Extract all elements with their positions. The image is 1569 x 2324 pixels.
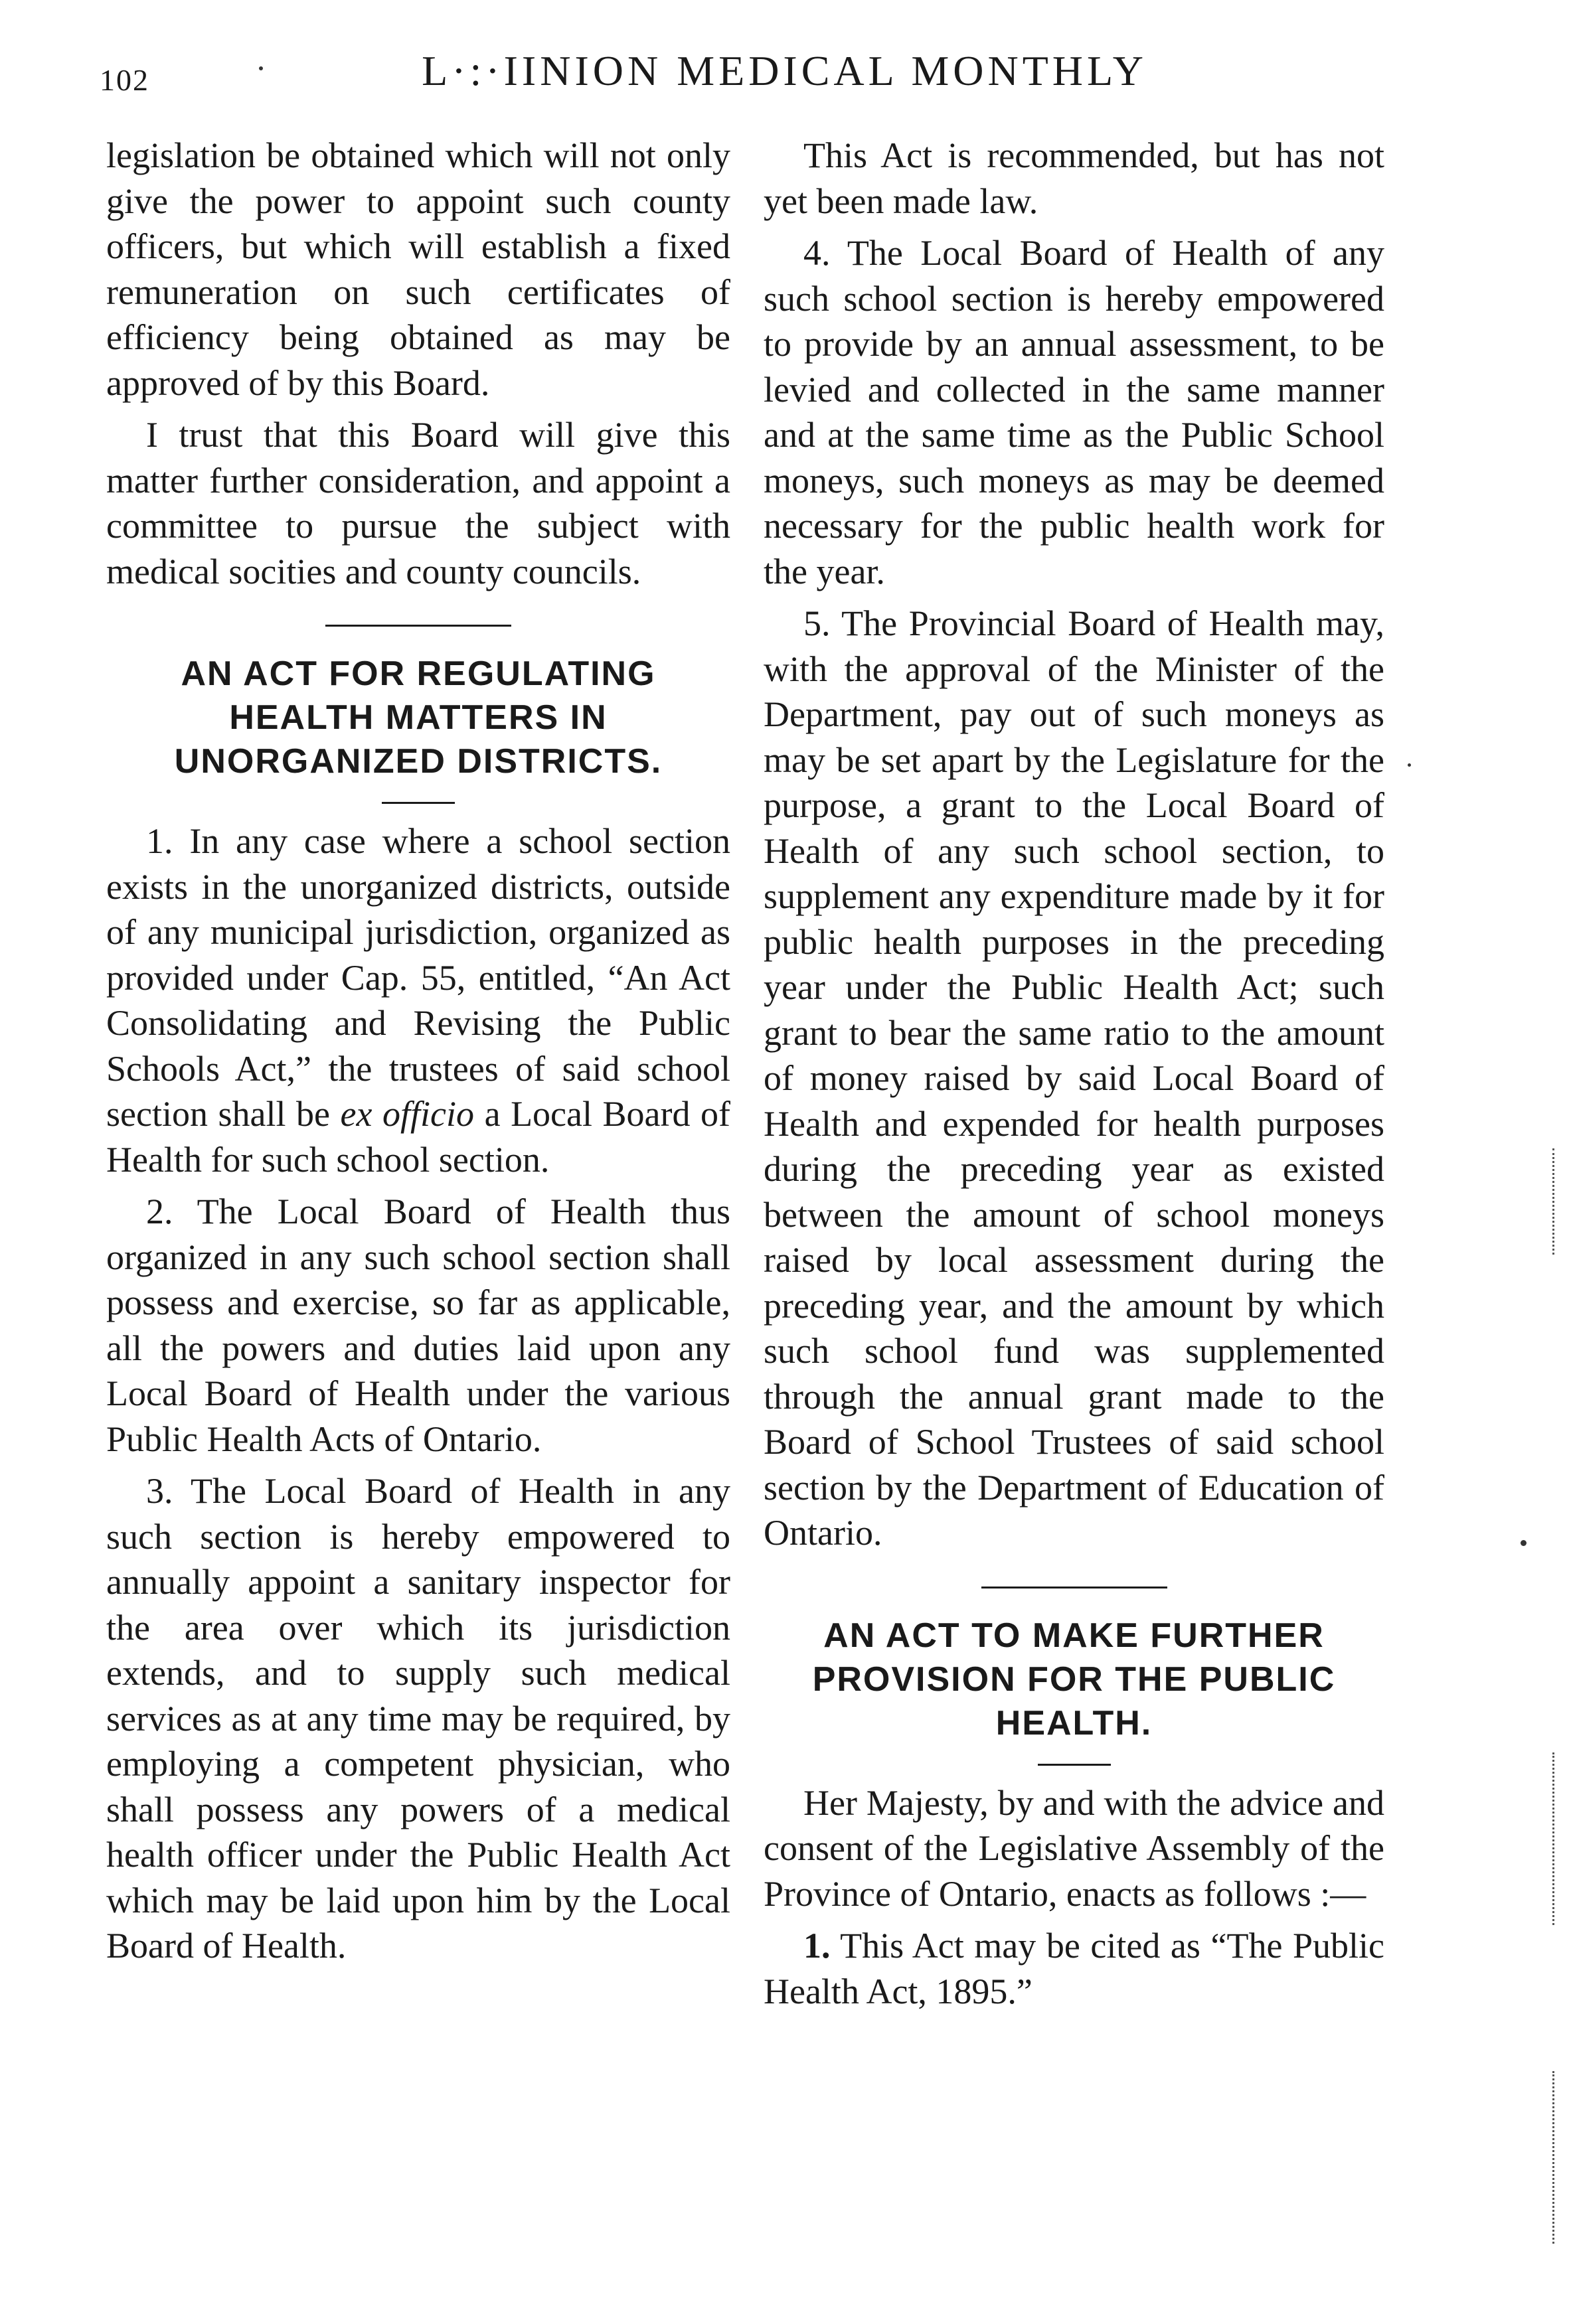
scan-speck [1408, 763, 1411, 767]
section-1-text-pre: 1. In any case where a school section exists in the unorganized districts, outside of any municipal jurisdiction, organized as provided under Cap. 55, entitled, “An Act Consolidating and Revising the Public Schools Act,” the trustees of said school section shall be [106, 821, 730, 1134]
section-1-text-post: a Local Board of Health for such school section. [106, 1094, 731, 1180]
section-number: 1. [803, 1926, 831, 1966]
section-1-italic-term: ex officio [340, 1094, 475, 1134]
scan-speck [259, 66, 263, 70]
section-3-paragraph: 3. The Local Board of Health in any such section is hereby empowered to annually appoint a sanitary inspector for the area over which its jurisdiction extends, and to supply such medical services as at any time may be required, by employing a competent physician, who shall possess any powers of a medical health officer under the Public Health Act which may be laid upon him by the Local Board of Health. [106, 1471, 730, 1966]
scan-speck [1521, 1540, 1527, 1546]
left-paragraph-continuation: legislation be obtained which will not only give the power to appoint such county officers, but which will establish a fixed remuneration on such certificates of efficiency being obtained as may be approved of by this Board. [106, 135, 730, 403]
section-4-paragraph: 4. The Local Board of Health of any such school section is hereby empowered to provide by an annual assessment, to be levied and collected in the same manner and at the same time as the Public School moneys, such moneys as may be deemed necessary for the public health work for the year. [764, 233, 1384, 591]
section-2-paragraph: 2. The Local Board of Health thus organized in any such school section shall possess and exercise, so far as applicable, all the powers and duties laid upon any Local Board of Health under the various Public Health Acts of Ontario. [106, 1192, 730, 1459]
running-title: L·:·IINION MEDICAL MONTHLY [422, 47, 1147, 94]
heading-public-health: AN ACT TO MAKE FURTHER PROVISION FOR THE PUBLIC HEALTH. [812, 1616, 1336, 1743]
scan-edge-mark [1552, 1148, 1561, 1255]
heading-divider [1038, 1764, 1111, 1766]
section-1-paragraph [106, 818, 730, 1182]
left-column [106, 133, 730, 1975]
right-paragraph-recommended: This Act is recommended, but has not yet been made law. [764, 135, 1384, 221]
section-divider [325, 625, 511, 627]
section-divider [981, 1587, 1167, 1588]
heading-unorganized-districts: AN ACT FOR REGULATING HEALTH MATTERS IN UNORGANIZED DISTRICTS. [174, 655, 663, 781]
right-column [764, 133, 1384, 2021]
public-health-section-1 [764, 1923, 1384, 2014]
page-number: 102 [100, 63, 149, 97]
section-1-citation: This Act may be cited as “The Public Health Act, 1895.” [764, 1926, 1385, 2011]
section-5-paragraph: 5. The Provincial Board of Health may, with the approval of the Minister of the Department, pay out of such moneys as may be set apart by the Legislature for the purpose, a grant to the Local Board of Health of any such school section, to supplement any expenditure made by it for public health purposes in the preceding year under the Public Health Act; such grant to bear the same ratio to the amount of money raised by said Local Board of Health and expended for health purposes during the preceding year as existed between the amount of school moneys raised by local assessment during the preceding year, and the amount by which such school fund was supplemented through the annual grant made to the Board of School Trustees of said school section by the Department of Education of Ontario. [764, 603, 1384, 1553]
left-paragraph-trust: I trust that this Board will give this matter further consideration, and appoint a committee to pursue the subject with medical socities and county councils. [106, 415, 730, 591]
scan-edge-mark [1552, 1752, 1561, 1925]
scan-edge-mark [1552, 2071, 1561, 2244]
page-header [0, 40, 1569, 113]
heading-divider [382, 802, 455, 804]
enacting-clause: Her Majesty, by and with the advice and consent of the Legislative Assembly of the Province of Ontario, enacts as follows :— [764, 1782, 1384, 1914]
